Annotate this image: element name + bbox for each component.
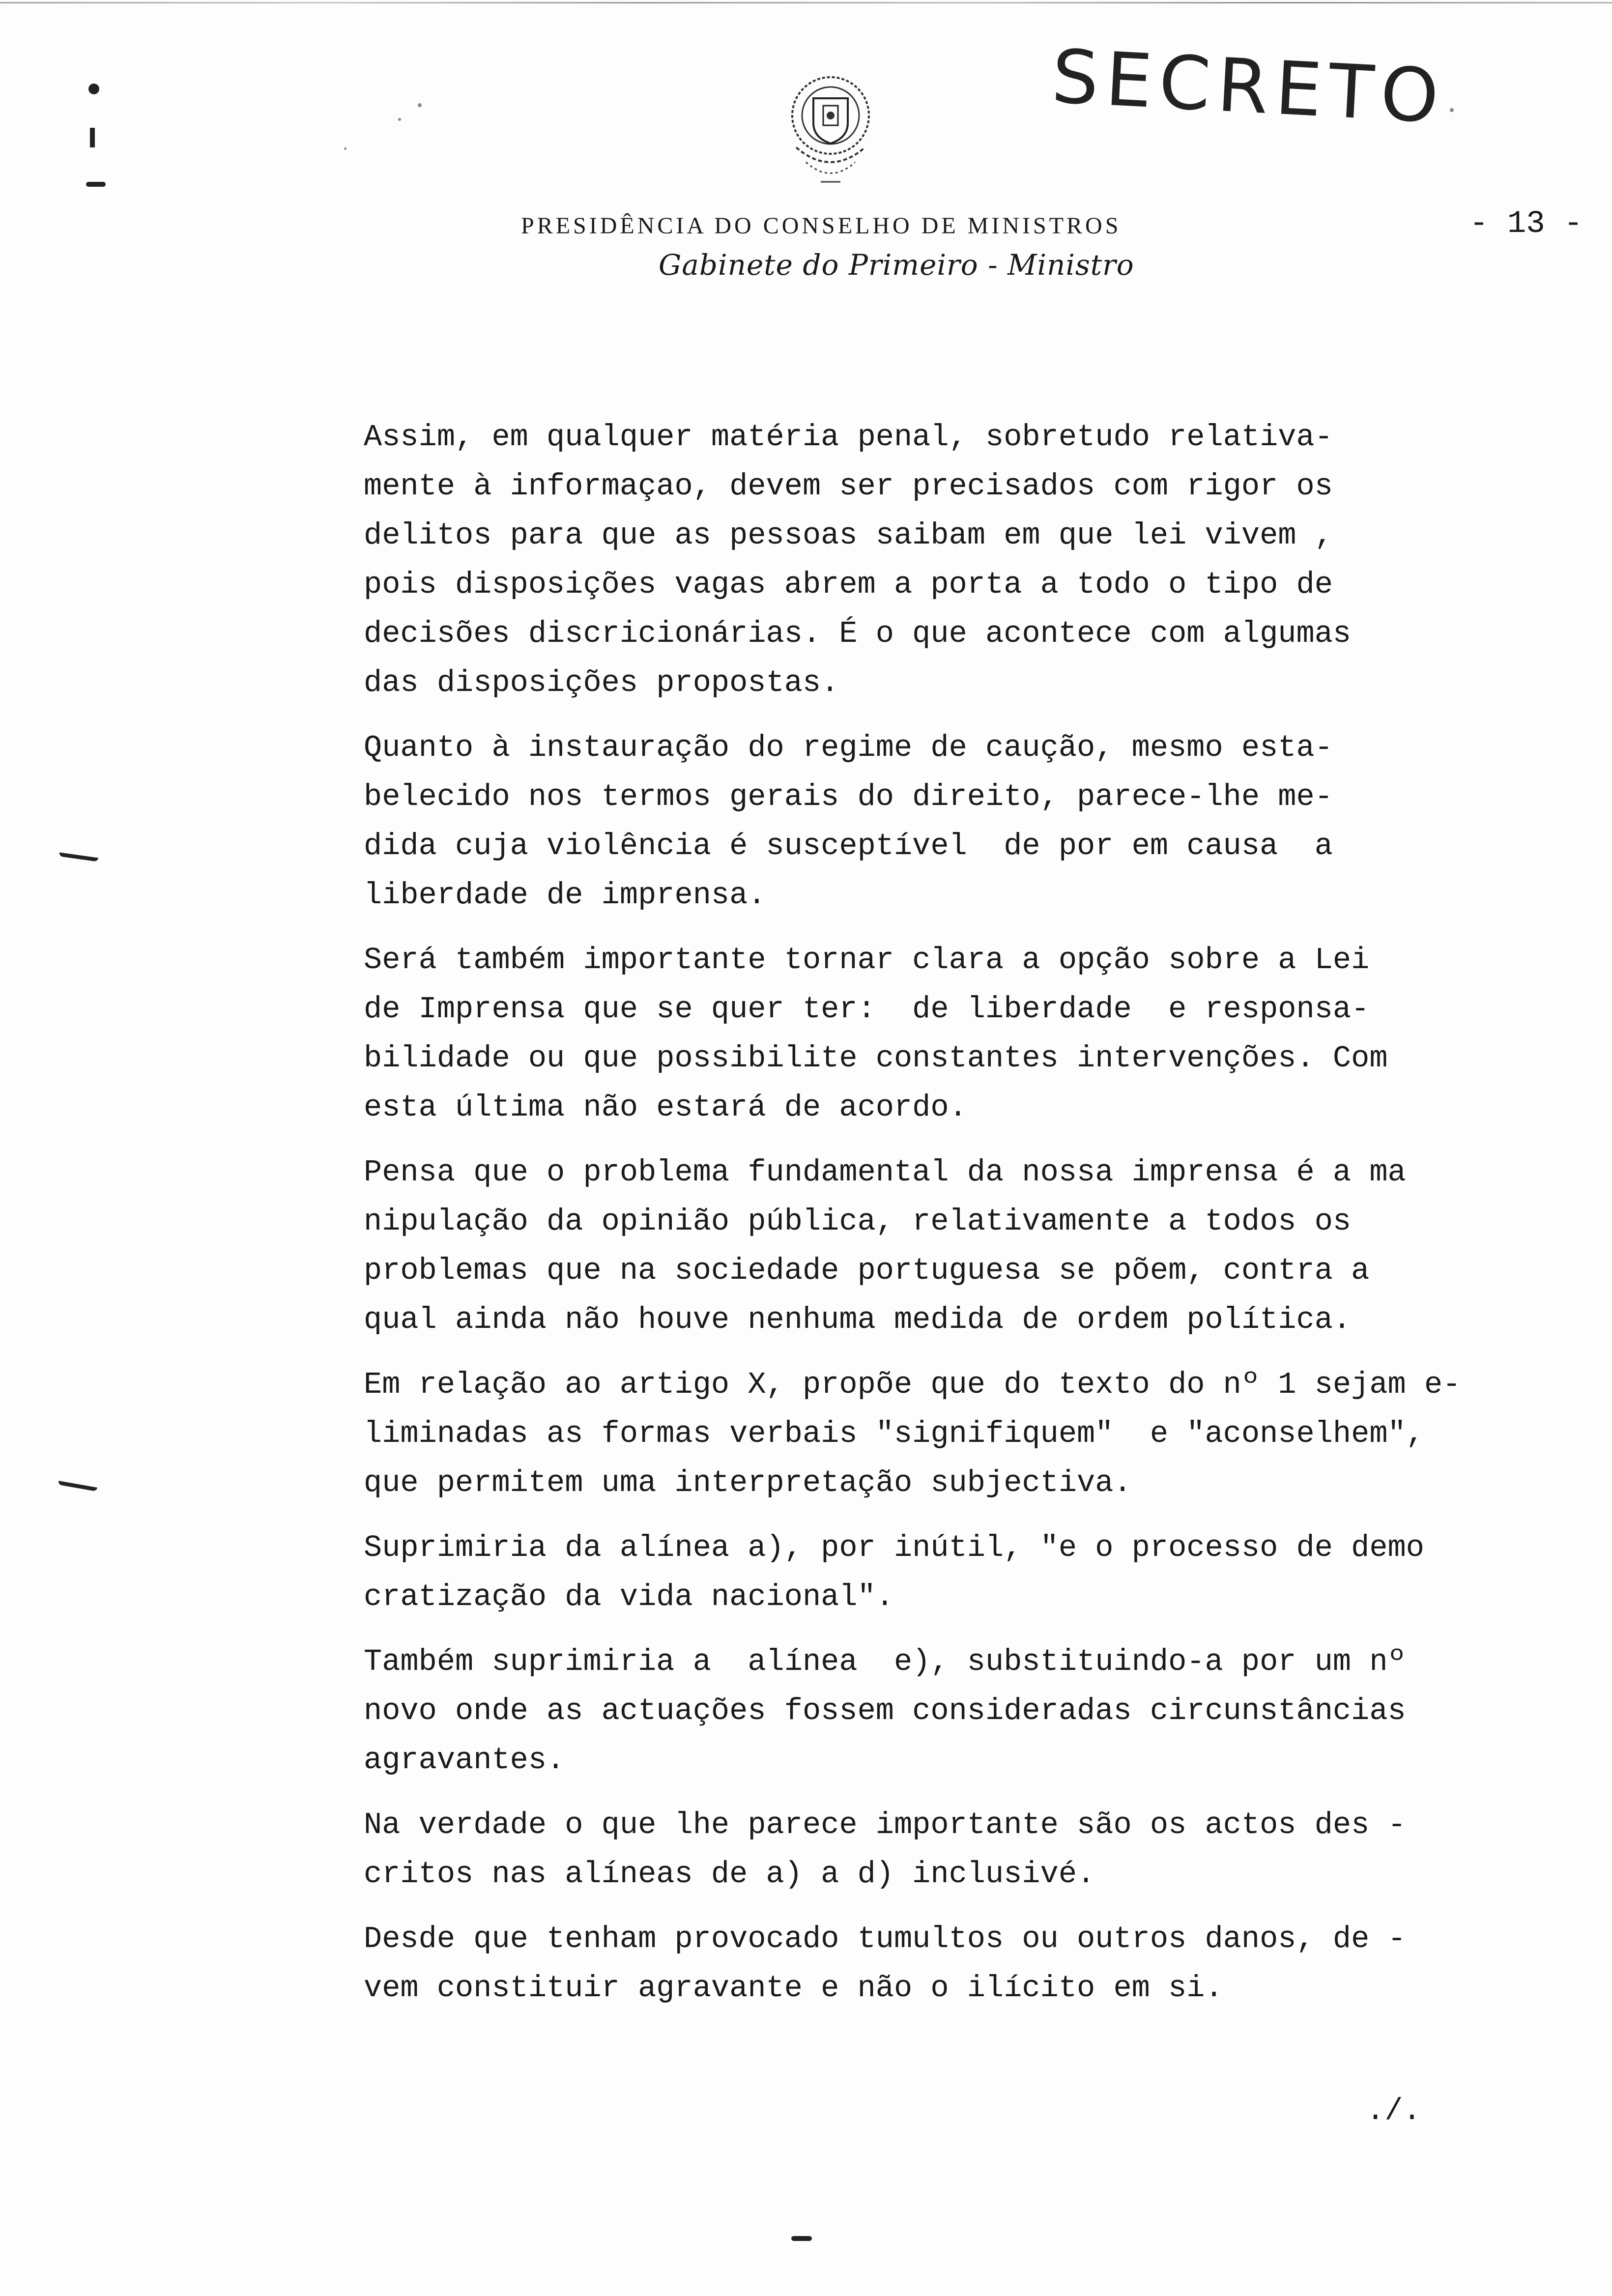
paragraph bbox=[364, 413, 1494, 708]
text-line: Na verdade o que lhe parece importante são os actos des - bbox=[364, 1808, 1406, 1842]
text-line: critos nas alíneas de a) a d) inclusivé. bbox=[364, 1857, 1095, 1892]
header-title: PRESIDÊNCIA DO CONSELHO DE MINISTROS bbox=[521, 213, 1122, 239]
coat-of-arms-emblem bbox=[767, 64, 894, 197]
text-line: Suprimiria da alínea a), por inútil, "e o processo de demo bbox=[364, 1530, 1424, 1565]
text-line: novo onde as actuações fossem consideradas circunstâncias bbox=[364, 1693, 1406, 1728]
text-line: dida cuja violência é susceptível de por em causa a bbox=[364, 829, 1333, 863]
page-number: - 13 - bbox=[1469, 206, 1583, 242]
binding-mark bbox=[90, 128, 95, 147]
paragraph bbox=[364, 1637, 1494, 1785]
paragraph bbox=[364, 1523, 1494, 1622]
text-line: decisões discricionárias. É o que acontece com algumas bbox=[364, 616, 1352, 651]
text-line: esta última não estará de acordo. bbox=[364, 1090, 967, 1125]
body-text bbox=[364, 413, 1494, 2029]
text-line: das disposições propostas. bbox=[364, 665, 839, 700]
scan-speck bbox=[398, 118, 401, 121]
paragraph bbox=[364, 1360, 1494, 1508]
binding-mark bbox=[791, 2236, 812, 2241]
binding-mark bbox=[59, 852, 98, 861]
text-line: Também suprimiria a alínea e), substituindo-a por um nº bbox=[364, 1644, 1406, 1679]
text-line: belecido nos termos gerais do direito, parece-lhe me- bbox=[364, 779, 1333, 814]
paragraph bbox=[364, 1148, 1494, 1345]
scan-speck bbox=[1450, 108, 1454, 112]
binding-mark bbox=[88, 84, 99, 94]
continuation-mark: ./. bbox=[1366, 2094, 1421, 2128]
paragraph bbox=[364, 1801, 1494, 1899]
text-line: pois disposições vagas abrem a porta a todo o tipo de bbox=[364, 567, 1333, 602]
text-line: liberdade de imprensa. bbox=[364, 878, 766, 913]
text-line: liminadas as formas verbais "signifiquem" e "aconselhem", bbox=[364, 1416, 1424, 1451]
text-line: Assim, em qualquer matéria penal, sobretudo relativa- bbox=[364, 420, 1333, 455]
paragraph bbox=[364, 936, 1494, 1132]
text-line: nipulação da opinião pública, relativamente a todos os bbox=[364, 1204, 1352, 1239]
text-line: Desde que tenham provocado tumultos ou outros danos, de - bbox=[364, 1922, 1406, 1956]
scan-speck bbox=[344, 147, 346, 150]
text-line: Será também importante tornar clara a opção sobre a Lei bbox=[364, 943, 1370, 977]
text-line: Quanto à instauração do regime de caução, mesmo esta- bbox=[364, 730, 1333, 765]
text-line: vem constituir agravante e não o ilícito em si. bbox=[364, 1971, 1223, 2006]
text-line: bilidade ou que possibilite constantes intervenções. Com bbox=[364, 1041, 1388, 1076]
text-line: agravantes. bbox=[364, 1743, 565, 1778]
text-line: Pensa que o problema fundamental da nossa imprensa é a ma bbox=[364, 1155, 1406, 1190]
binding-mark bbox=[86, 182, 106, 187]
text-line: qual ainda não houve nenhuma medida de ordem política. bbox=[364, 1302, 1352, 1337]
scan-speck bbox=[418, 103, 422, 107]
scan-edge-line bbox=[0, 2, 1612, 3]
binding-mark bbox=[58, 1481, 97, 1492]
secret-stamp: SECRETO bbox=[1049, 34, 1448, 140]
paragraph bbox=[364, 1915, 1494, 2013]
text-line: Em relação ao artigo X, propõe que do texto do nº 1 sejam e- bbox=[364, 1367, 1461, 1402]
text-line: de Imprensa que se quer ter: de liberdade e responsa- bbox=[364, 992, 1370, 1027]
text-line: cratização da vida nacional". bbox=[364, 1579, 894, 1614]
text-line: delitos para que as pessoas saibam em que lei vivem , bbox=[364, 518, 1333, 553]
text-line: mente à informaçao, devem ser precisados com rigor os bbox=[364, 469, 1333, 504]
text-line: que permitem uma interpretação subjectiva. bbox=[364, 1465, 1132, 1500]
header-subtitle-script: Gabinete do Primeiro - Ministro bbox=[659, 248, 1134, 282]
text-line: problemas que na sociedade portuguesa se põem, contra a bbox=[364, 1253, 1370, 1288]
paragraph bbox=[364, 723, 1494, 920]
